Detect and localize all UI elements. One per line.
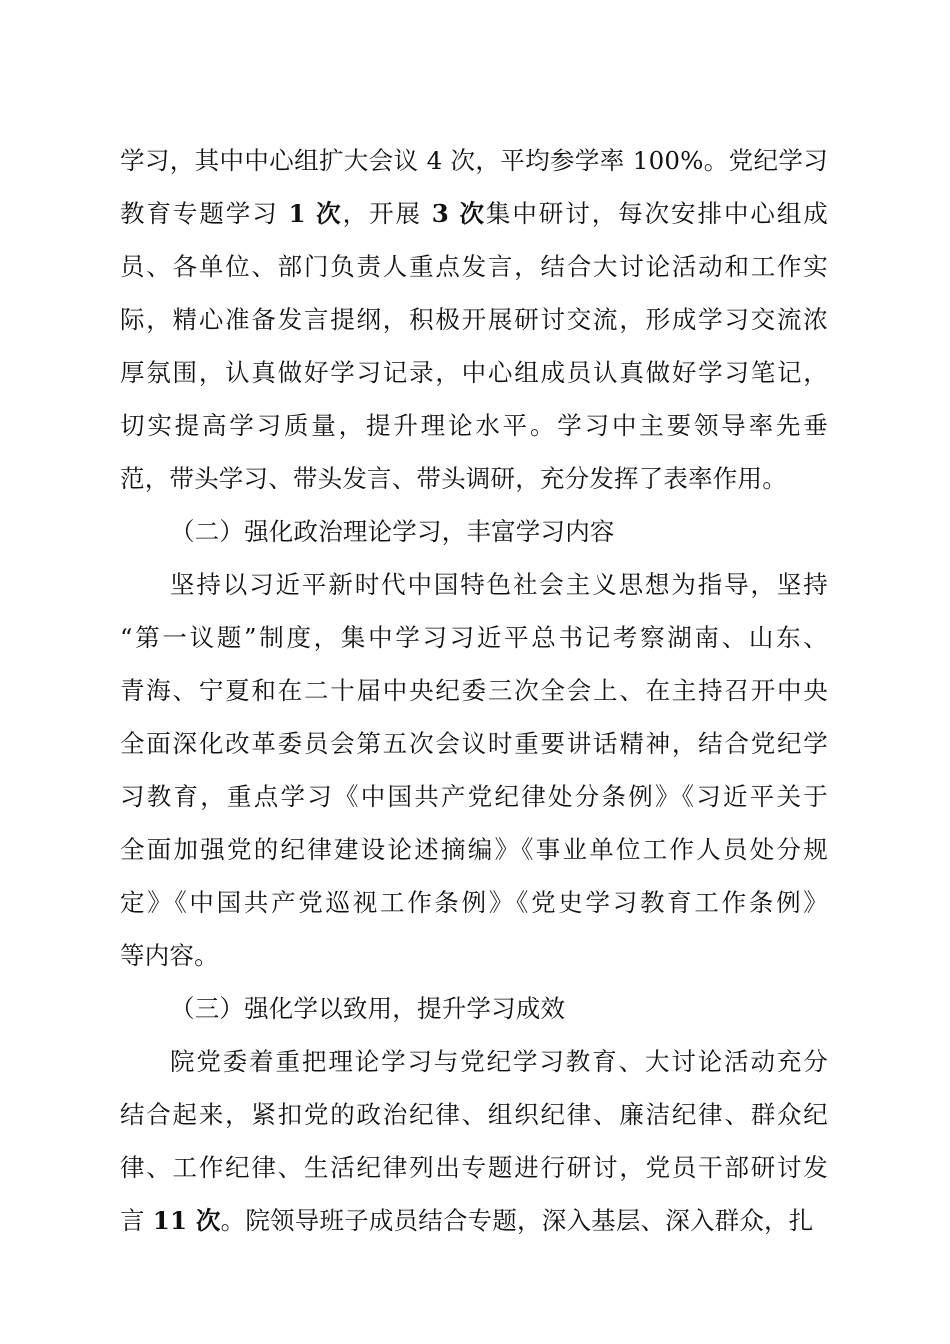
text-run: 际，精心准备发言提纲，积极开展研讨交流，形成学习交流浓 [120,305,828,334]
paragraph-line [120,885,828,921]
paragraph-line [120,249,828,285]
text-run: 律、工作纪律、生活纪律列出专题进行研讨，党员干部研讨发 [120,1153,828,1182]
bold-text: 11 次 [152,1206,221,1235]
paragraph-line [120,567,828,603]
text-run: 全面深化改革委员会第五次会议时重要讲话精神，结合党纪学 [120,729,828,758]
bold-text: 3 次 [431,199,486,228]
text-run: 学习，其中中心组扩大会议 4 次，平均参学率 100%。党纪学习 [120,146,828,175]
text-run: 范，带头学习、带头发言、带头调研，充分发挥了表率作用。 [120,464,787,493]
text-run: 全面加强党的纪律建设论述摘编》《事业单位工作人员处分规 [120,835,828,864]
paragraph-line [120,1203,828,1239]
text-run: 结合起来，紧扣党的政治纪律、组织纪律、廉洁纪律、群众纪 [120,1100,828,1129]
paragraph-line [120,461,828,497]
text-run: 厚氛围，认真做好学习记录，中心组成员认真做好学习笔记， [120,358,828,387]
paragraph-line [120,1044,828,1080]
text-run: 切实提高学习质量，提升理论水平。学习中主要领导率先垂 [120,411,828,440]
text-run: 。院领导班子成员结合专题，深入基层、深入群众，扎 [220,1206,814,1235]
paragraph-line [120,408,828,444]
text-run: 言 [120,1206,153,1235]
paragraph-line [120,779,828,815]
paragraph-line [120,673,828,709]
text-run: 等内容。 [120,941,219,970]
paragraph-line [120,355,828,391]
paragraph-line [120,143,828,179]
text-run: 定》《中国共产党巡视工作条例》《党史学习教育工作条例》 [120,888,828,917]
text-run: 习教育，重点学习《中国共产党纪律处分条例》《习近平关于 [120,782,828,811]
text-run: 院党委着重把理论学习与党纪学习教育、大讨论活动充分 [170,1047,828,1076]
bold-text: 1 次 [288,199,343,228]
paragraph-line [120,832,828,868]
section-heading: （二）强化政治理论学习，丰富学习内容 [170,517,615,546]
text-run: 教育专题学习 [120,199,289,228]
paragraph-line [120,196,828,232]
text-run: ，开展 [342,199,432,228]
paragraph-line [120,1150,828,1186]
text-run: 集中研讨，每次安排中心组成 [485,199,828,228]
paragraph-line [120,1097,828,1133]
paragraph-line [120,726,828,762]
paragraph-line [120,302,828,338]
section-heading: （三）强化学以致用，提升学习成效 [170,994,566,1023]
text-run: “第一议题”制度，集中学习习近平总书记考察湖南、山东、 [120,623,828,652]
paragraph-line [120,620,828,656]
text-run: 员、各单位、部门负责人重点发言，结合大讨论活动和工作实 [120,252,828,281]
text-run: 青海、宁夏和在二十届中央纪委三次全会上、在主持召开中央 [120,676,828,705]
text-run: 坚持以习近平新时代中国特色社会主义思想为指导，坚持 [170,570,828,599]
paragraph-line [120,938,828,974]
